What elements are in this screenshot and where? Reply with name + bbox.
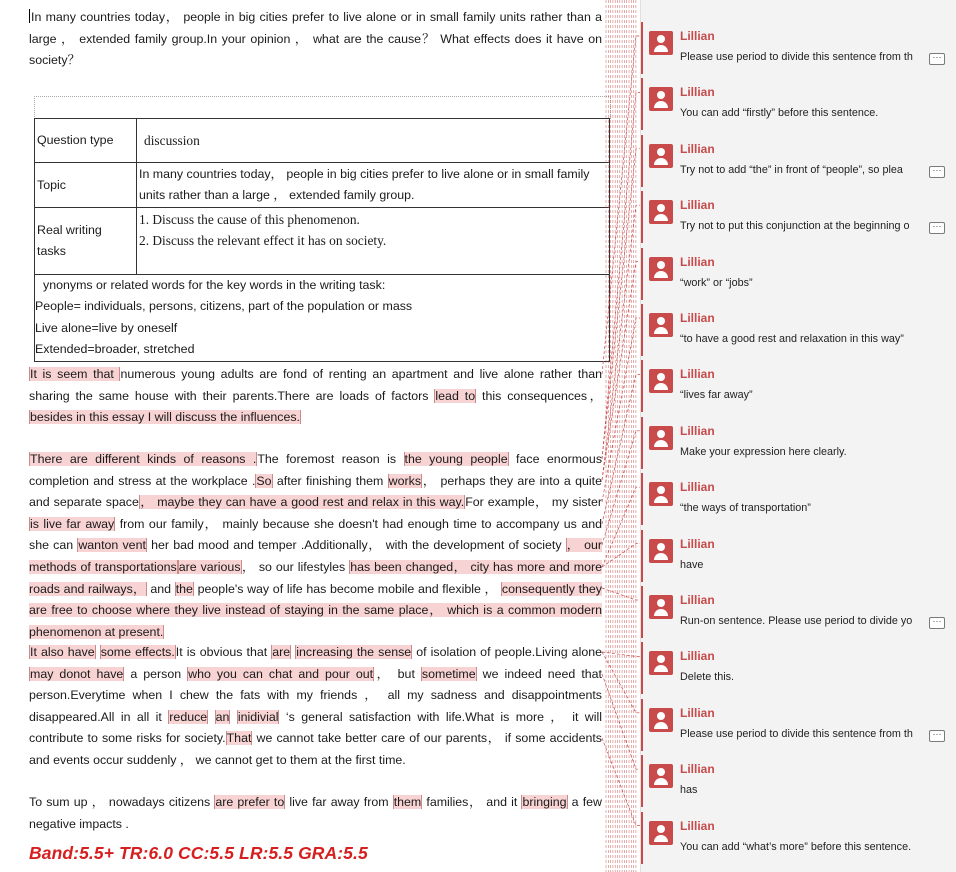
comment-card[interactable] — [641, 417, 956, 469]
highlighted-text[interactable]: wanton vent — [78, 538, 146, 553]
user-avatar-icon — [649, 257, 673, 281]
comment-accent-bar — [641, 699, 643, 751]
table-frame — [34, 96, 611, 119]
highlighted-text[interactable]: an — [215, 709, 230, 724]
user-avatar-icon — [649, 539, 673, 563]
comment-author: Lillian — [680, 254, 715, 269]
comment-card[interactable] — [641, 586, 956, 638]
user-avatar-icon — [649, 651, 673, 675]
more-icon[interactable]: ··· — [929, 53, 945, 65]
comment-text: have — [680, 558, 704, 571]
comment-text: “lives far away” — [680, 389, 753, 402]
highlighted-text[interactable]: them — [393, 795, 422, 809]
comment-author: Lillian — [680, 705, 715, 720]
highlighted-text[interactable]: are — [272, 645, 291, 659]
user-avatar-icon — [649, 821, 673, 845]
comment-card[interactable] — [641, 78, 956, 130]
question-type-label: Question type — [35, 119, 137, 163]
more-icon[interactable]: ··· — [929, 166, 945, 178]
highlighted-text[interactable]: There are different kinds of reasons . — [30, 452, 257, 466]
highlighted-text[interactable]: bringing — [522, 795, 567, 809]
comment-text: “work” or “jobs” — [680, 276, 753, 289]
synonym-line: People= individuals, persons, citizens, part of the population or mass — [35, 299, 413, 314]
synonym-line: Live alone=live by oneself — [35, 320, 178, 335]
comment-accent-bar — [641, 78, 643, 130]
highlighted-text[interactable]: increasing the sense — [296, 645, 412, 659]
comment-author: Lillian — [680, 649, 715, 664]
highlighted-text[interactable]: It is seem that — [30, 367, 120, 381]
highlighted-text[interactable]: who you can chat and pour out — [188, 666, 374, 681]
highlighted-text[interactable]: some effects. — [100, 645, 175, 659]
comment-author: Lillian — [680, 593, 715, 607]
topic-label: Topic — [35, 163, 137, 208]
more-icon[interactable]: ··· — [929, 222, 945, 234]
comment-accent-bar — [641, 360, 643, 412]
synonyms-heading: ynonyms or related words for the key words in the writing task: — [43, 278, 386, 292]
comment-text: You can add “firstly” before this sentence. — [680, 107, 879, 120]
comment-card[interactable] — [641, 304, 956, 356]
highlighted-text[interactable]: is live far away — [30, 516, 115, 531]
comment-author: Lillian — [680, 536, 715, 551]
comment-accent-bar — [641, 586, 643, 638]
table-row — [35, 163, 610, 208]
highlighted-text[interactable]: sometime — [421, 666, 476, 681]
user-avatar-icon — [649, 313, 673, 337]
comment-text: “the ways of transportation” — [680, 502, 811, 515]
user-avatar-icon — [649, 87, 673, 111]
comment-accent-bar — [641, 755, 643, 807]
user-avatar-icon — [649, 144, 673, 168]
comment-card[interactable] — [641, 699, 956, 751]
highlighted-text[interactable]: consequently they are free to choose where they live instead of staying in the same place， which is a common modern phenomenon at present. — [29, 581, 602, 639]
highlighted-text[interactable]: besides in this essay I will discuss the influences. — [30, 410, 300, 425]
comment-author: Lillian — [680, 423, 715, 438]
comment-accent-bar — [641, 473, 643, 525]
comment-text: Please use period to divide this sentence from th — [680, 51, 913, 63]
highlighted-text[interactable]: inidivial — [237, 709, 279, 724]
comment-accent-bar — [641, 812, 643, 864]
synonyms-cell — [35, 275, 610, 362]
comment-author: Lillian — [680, 29, 715, 43]
comment-card[interactable] — [641, 755, 956, 807]
highlighted-text[interactable]: It also have — [30, 645, 95, 659]
task-item: 1. Discuss the cause of this phenomenon. — [139, 212, 360, 227]
comment-card[interactable] — [641, 473, 956, 525]
highlighted-text[interactable]: are various — [178, 559, 241, 574]
comment-author: Lillian — [680, 198, 715, 213]
user-avatar-icon — [649, 369, 673, 393]
comment-text: You can add “what’s more” before this sentence. — [680, 840, 912, 853]
comment-text: Try not to put this conjunction at the beginning o — [680, 220, 910, 233]
essay-paragraph-conclusion: To sum up ， nowadays citizens are prefer to live far away from them families， and it bringing a few negative impacts . — [29, 795, 602, 831]
highlighted-text[interactable]: lead to — [435, 388, 476, 403]
highlighted-text[interactable]: ， maybe they can have a good rest and relax in this way. — [139, 495, 465, 510]
comment-card[interactable] — [641, 642, 956, 694]
tasks-list — [137, 208, 610, 275]
highlighted-text[interactable]: reduce — [169, 709, 208, 724]
essay-paragraph-effects: It also have some effects.It is obvious that are increasing the sense of isolation of people.Living alone may donot have a person who you can chat and pour out， but sometime we indeed need that person.Everytime when I chew the fats with my friends ， all my sadness and disappointments disappeared.All in all it reduce an inidivial ‘s general satisfaction with life.What is more ， it will contribute to some risks for society.That we cannot take better care of our parents， if some accidents and events occur suddenly ， we cannot get to them at the first time. — [29, 645, 603, 767]
comment-card[interactable] — [641, 191, 956, 243]
comment-card[interactable] — [641, 22, 956, 74]
comment-card[interactable] — [641, 530, 956, 582]
comment-text: has — [680, 784, 698, 797]
comment-card[interactable] — [641, 248, 956, 300]
question-type-value: discussion — [137, 119, 610, 163]
user-avatar-icon — [649, 31, 673, 55]
comment-author: Lillian — [680, 818, 715, 833]
essay-prompt: In many countries today， people in big cities prefer to live alone or in small family units rather than a large ， extended family group.In your opinion ， what are the cause？ What effects does it have on society？ — [29, 10, 602, 68]
highlighted-text[interactable]: So — [256, 473, 272, 488]
comment-author: Lillian — [680, 480, 715, 495]
more-icon[interactable]: ··· — [929, 730, 945, 742]
user-avatar-icon — [649, 595, 673, 619]
topic-value: In many countries today， people in big cities prefer to live alone or in small family units rather than a large ， extended family group. — [137, 163, 610, 208]
essay-paragraph-intro: It is seem that numerous young adults are fond of renting an apartment and live alone rather than sharing the same house with their parents.There are loads of factors lead to this consequences， besides in this essay I will discuss the influences. — [29, 367, 603, 425]
more-icon[interactable]: ··· — [929, 617, 945, 629]
comment-author: Lillian — [680, 141, 715, 156]
comment-text: Please use period to divide this sentence from th — [680, 727, 913, 740]
task-table — [34, 118, 610, 362]
essay-paragraph-reasons: There are different kinds of reasons .The foremost reason is the young people face enormous completion and stress at the workplace .So after finishing them works， perhaps they are into a quite and separate space， maybe they can have a good rest and relax in this way.For example， my sister is live far away from our family， mainly because she doesn't had enough time to accompany us and she can wanton vent her bad mood and temper .Additionally， with the development of society ， our methods of transportations are various， so our lifestyles has been changed， city has more and more roads and railways， and the people's way of life has become mobile and flexible ， consequently they are free to choose where they live instead of staying in the same place， which is a common modern phenomenon at present. — [29, 452, 603, 639]
highlighted-text[interactable]: works — [388, 473, 422, 488]
comment-accent-bar — [641, 191, 643, 243]
comment-text: Run-on sentence. Please use period to divide yo — [680, 615, 913, 627]
comments-pane[interactable] — [640, 0, 956, 872]
user-avatar-icon — [649, 426, 673, 450]
comment-text: Make your expression here clearly. — [680, 445, 847, 458]
band-score: Band:5.5+ TR:6.0 CC:5.5 LR:5.5 GRA:5.5 — [29, 843, 368, 863]
user-avatar-icon — [649, 200, 673, 224]
highlighted-text[interactable]: the young people — [404, 452, 508, 466]
highlighted-text[interactable]: That — [226, 731, 252, 746]
comment-text: Delete this. — [680, 671, 735, 684]
comment-accent-bar — [641, 248, 643, 300]
user-avatar-icon — [649, 482, 673, 506]
user-avatar-icon — [649, 764, 673, 788]
task-item: 2. Discuss the relevant effect it has on society. — [139, 233, 387, 248]
comment-text: “to have a good rest and relaxation in this way” — [680, 333, 904, 345]
highlighted-text[interactable]: may donot have — [30, 666, 124, 681]
comment-accent-bar — [641, 642, 643, 694]
comment-text: Try not to add “the” in front of “people”, so plea — [680, 163, 903, 176]
comment-author: Lillian — [680, 762, 715, 777]
comment-accent-bar — [641, 22, 643, 74]
comment-accent-bar — [641, 530, 643, 582]
highlighted-text[interactable]: ， our methods of transportations — [29, 538, 602, 574]
comment-author: Lillian — [680, 85, 715, 100]
text-cursor — [29, 9, 30, 23]
comment-card[interactable] — [641, 812, 956, 864]
comment-accent-bar — [641, 417, 643, 469]
tasks-label: Real writing tasks — [35, 208, 137, 275]
table-row — [35, 208, 610, 275]
comment-accent-bar — [641, 304, 643, 356]
highlighted-text[interactable]: the — [175, 581, 193, 596]
highlighted-text[interactable]: are prefer to — [215, 795, 285, 809]
comment-author: Lillian — [680, 367, 715, 382]
table-row — [35, 119, 610, 163]
comment-card[interactable] — [641, 360, 956, 412]
comment-accent-bar — [641, 135, 643, 187]
synonym-line: Extended=broader, stretched — [35, 342, 195, 357]
comment-card[interactable] — [641, 135, 956, 187]
table-row — [35, 275, 610, 362]
user-avatar-icon — [649, 708, 673, 732]
comment-author: Lillian — [680, 311, 715, 325]
highlighted-text[interactable]: has been changed， city has more and more roads and railways， — [29, 559, 602, 596]
